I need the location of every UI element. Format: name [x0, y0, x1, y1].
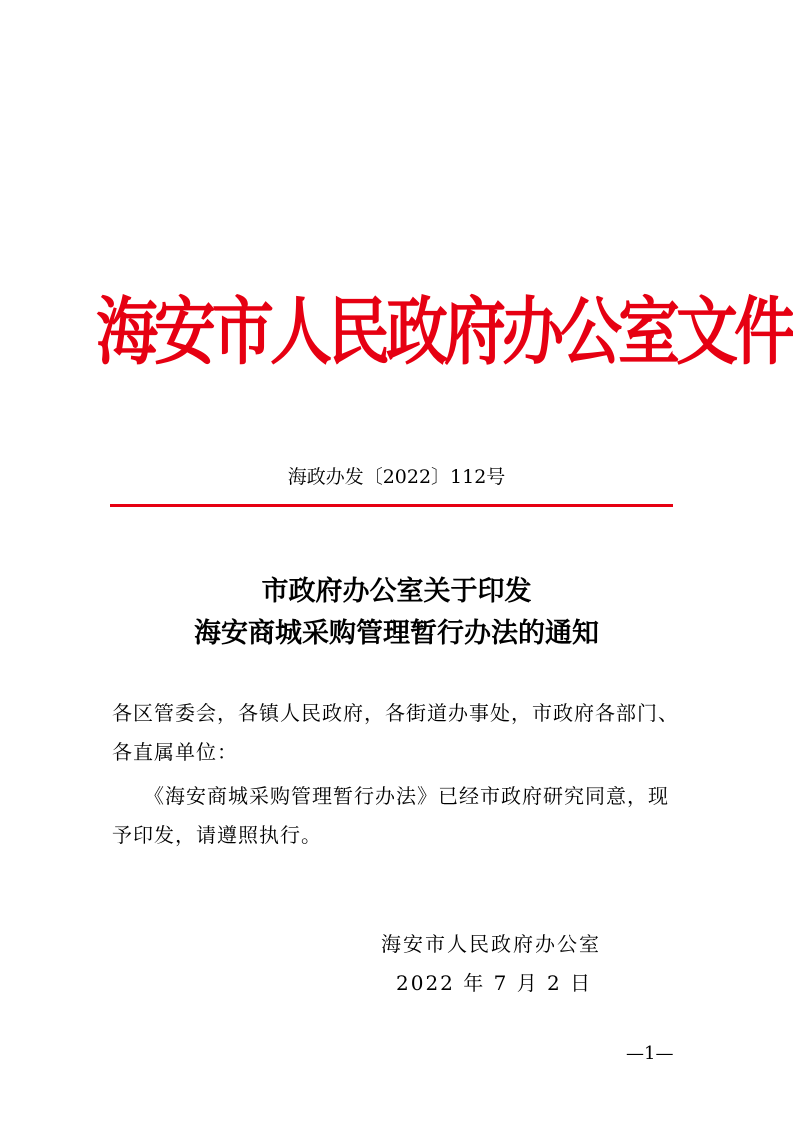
- addressee-line-2: 各直属单位：: [112, 740, 238, 764]
- document-title-line-1: 市政府办公室关于印发: [261, 576, 532, 607]
- document-title-line-2: 海安商城采购管理暂行办法的通知: [194, 618, 599, 649]
- addressee-line-1: 各区管委会，各镇人民政府，各街道办事处，市政府各部门、: [112, 701, 679, 725]
- issue-date: 2022 年 7 月 2 日: [396, 971, 593, 995]
- red-divider-rule: [110, 504, 673, 507]
- page-number: —1—: [626, 1043, 674, 1064]
- document-number: 海政办发〔2022〕112号: [287, 466, 506, 488]
- issuer-signature: 海安市人民政府办公室: [381, 932, 601, 956]
- masthead-title: 海安市人民政府办公室文件: [96, 288, 793, 375]
- body-paragraph-line-1: 《海安商城采购管理暂行办法》已经市政府研究同意，现: [112, 784, 669, 808]
- body-paragraph-line-2: 予印发，请遵照执行。: [112, 823, 322, 847]
